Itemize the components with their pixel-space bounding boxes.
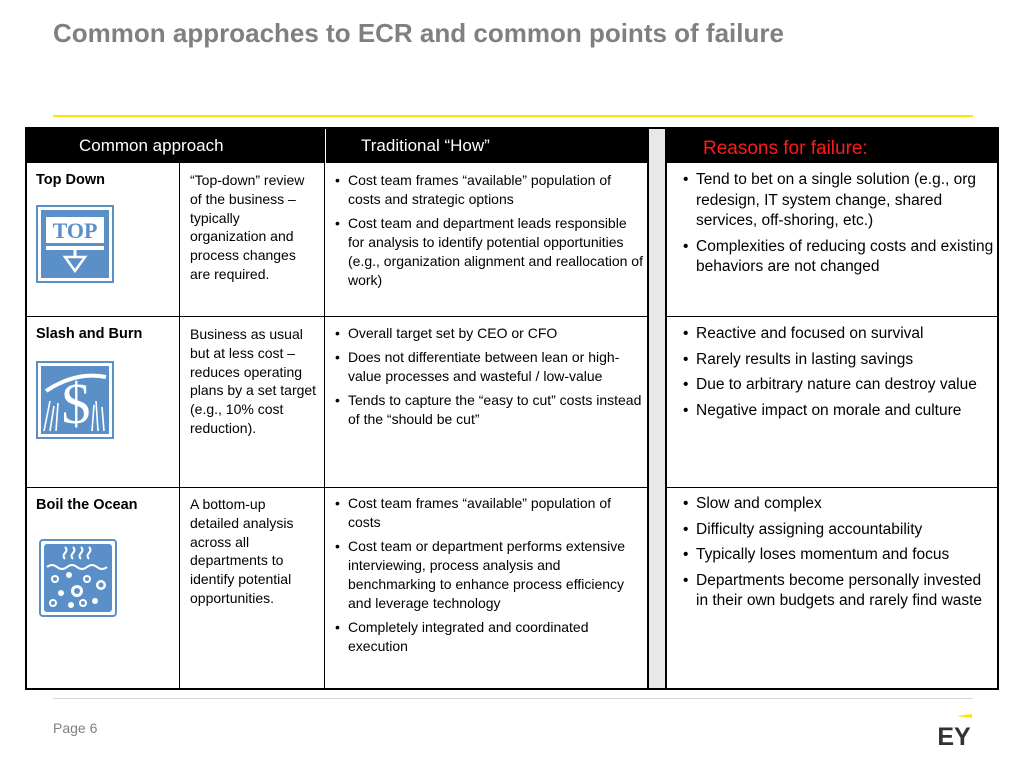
row-name-slash-and-burn: Slash and Burn: [36, 326, 143, 342]
how-list-boil-the-ocean: [335, 494, 643, 661]
list-item: • Does not differentiate between lean or high-value processes and wasteful / low-value: [335, 348, 643, 386]
list-item: • Negative impact on morale and culture: [683, 401, 995, 422]
row-divider: [27, 316, 647, 317]
header-reasons-for-failure: Reasons for failure:: [667, 129, 997, 163]
svg-text:TOP: TOP: [52, 218, 98, 243]
logo-text: EY: [937, 723, 971, 748]
list-item: • Tend to bet on a single solution (e.g., org redesign, IT system change, shared services, off-shoring, etc.): [683, 170, 995, 232]
boiling-water-icon: [39, 539, 117, 617]
top-down-icon: [36, 205, 114, 283]
ey-logo: [934, 714, 974, 748]
list-item: • Difficulty assigning accountability: [683, 520, 995, 541]
failure-table: [665, 127, 999, 690]
footer-divider: [53, 698, 973, 699]
header-traditional-how: Traditional “How”: [325, 129, 647, 163]
how-list-top-down: [335, 171, 643, 295]
list-item: • Due to arbitrary nature can destroy value: [683, 375, 995, 396]
row-divider: [27, 487, 647, 488]
list-item: • Typically loses momentum and focus: [683, 545, 995, 566]
list-item: • Reactive and focused on survival: [683, 324, 995, 345]
row-name-top-down: Top Down: [36, 172, 105, 188]
row-divider: [667, 487, 997, 488]
list-item: • Departments become personally invested in their own budgets and rarely find waste: [683, 571, 995, 612]
page-number: Page 6: [53, 720, 98, 736]
row-name-boil-the-ocean: Boil the Ocean: [36, 497, 138, 513]
table-gap: [649, 127, 665, 690]
list-item: • Slow and complex: [683, 494, 995, 515]
failure-list-slash-and-burn: [683, 324, 995, 426]
list-item: • Cost team and department leads responsible for analysis to identify potential opportunities (e.g., organization alignment and reallocation of work): [335, 214, 643, 290]
list-item: • Tends to capture the “easy to cut” costs instead of the “should be cut”: [335, 391, 643, 429]
column-divider: [179, 163, 180, 688]
slash-dollar-icon: [36, 361, 114, 439]
header-common-approach: Common approach: [27, 129, 325, 163]
svg-text:$: $: [61, 371, 91, 436]
list-item: • Cost team frames “available” population of costs and strategic options: [335, 171, 643, 209]
failure-list-boil-the-ocean: [683, 494, 995, 617]
column-divider: [324, 163, 325, 688]
page-title: Common approaches to ECR and common points of failure: [53, 18, 784, 48]
failure-list-top-down: [683, 170, 995, 283]
list-item: • Cost team frames “available” population of costs: [335, 494, 643, 532]
row-divider: [667, 316, 997, 317]
list-item: • Rarely results in lasting savings: [683, 350, 995, 371]
approach-table: [25, 127, 649, 690]
how-list-slash-and-burn: [335, 324, 643, 434]
row-description-slash-and-burn: Business as usual but at less cost – reduces operating plans by a set target (e.g., 10% cost reduction).: [190, 326, 317, 436]
list-item: • Overall target set by CEO or CFO: [335, 324, 643, 343]
list-item: • Complexities of reducing costs and existing behaviors are not changed: [683, 237, 995, 278]
row-description-boil-the-ocean: A bottom-up detailed analysis across all departments to identify potential opportunities.: [190, 496, 294, 606]
title-divider: [53, 115, 973, 117]
row-description-top-down: “Top-down” review of the business – typically organization and process changes are required.: [190, 172, 305, 282]
list-item: • Completely integrated and coordinated execution: [335, 618, 643, 656]
list-item: • Cost team or department performs extensive interviewing, process analysis and benchmarking to enhance process efficiency and leverage technology: [335, 537, 643, 613]
